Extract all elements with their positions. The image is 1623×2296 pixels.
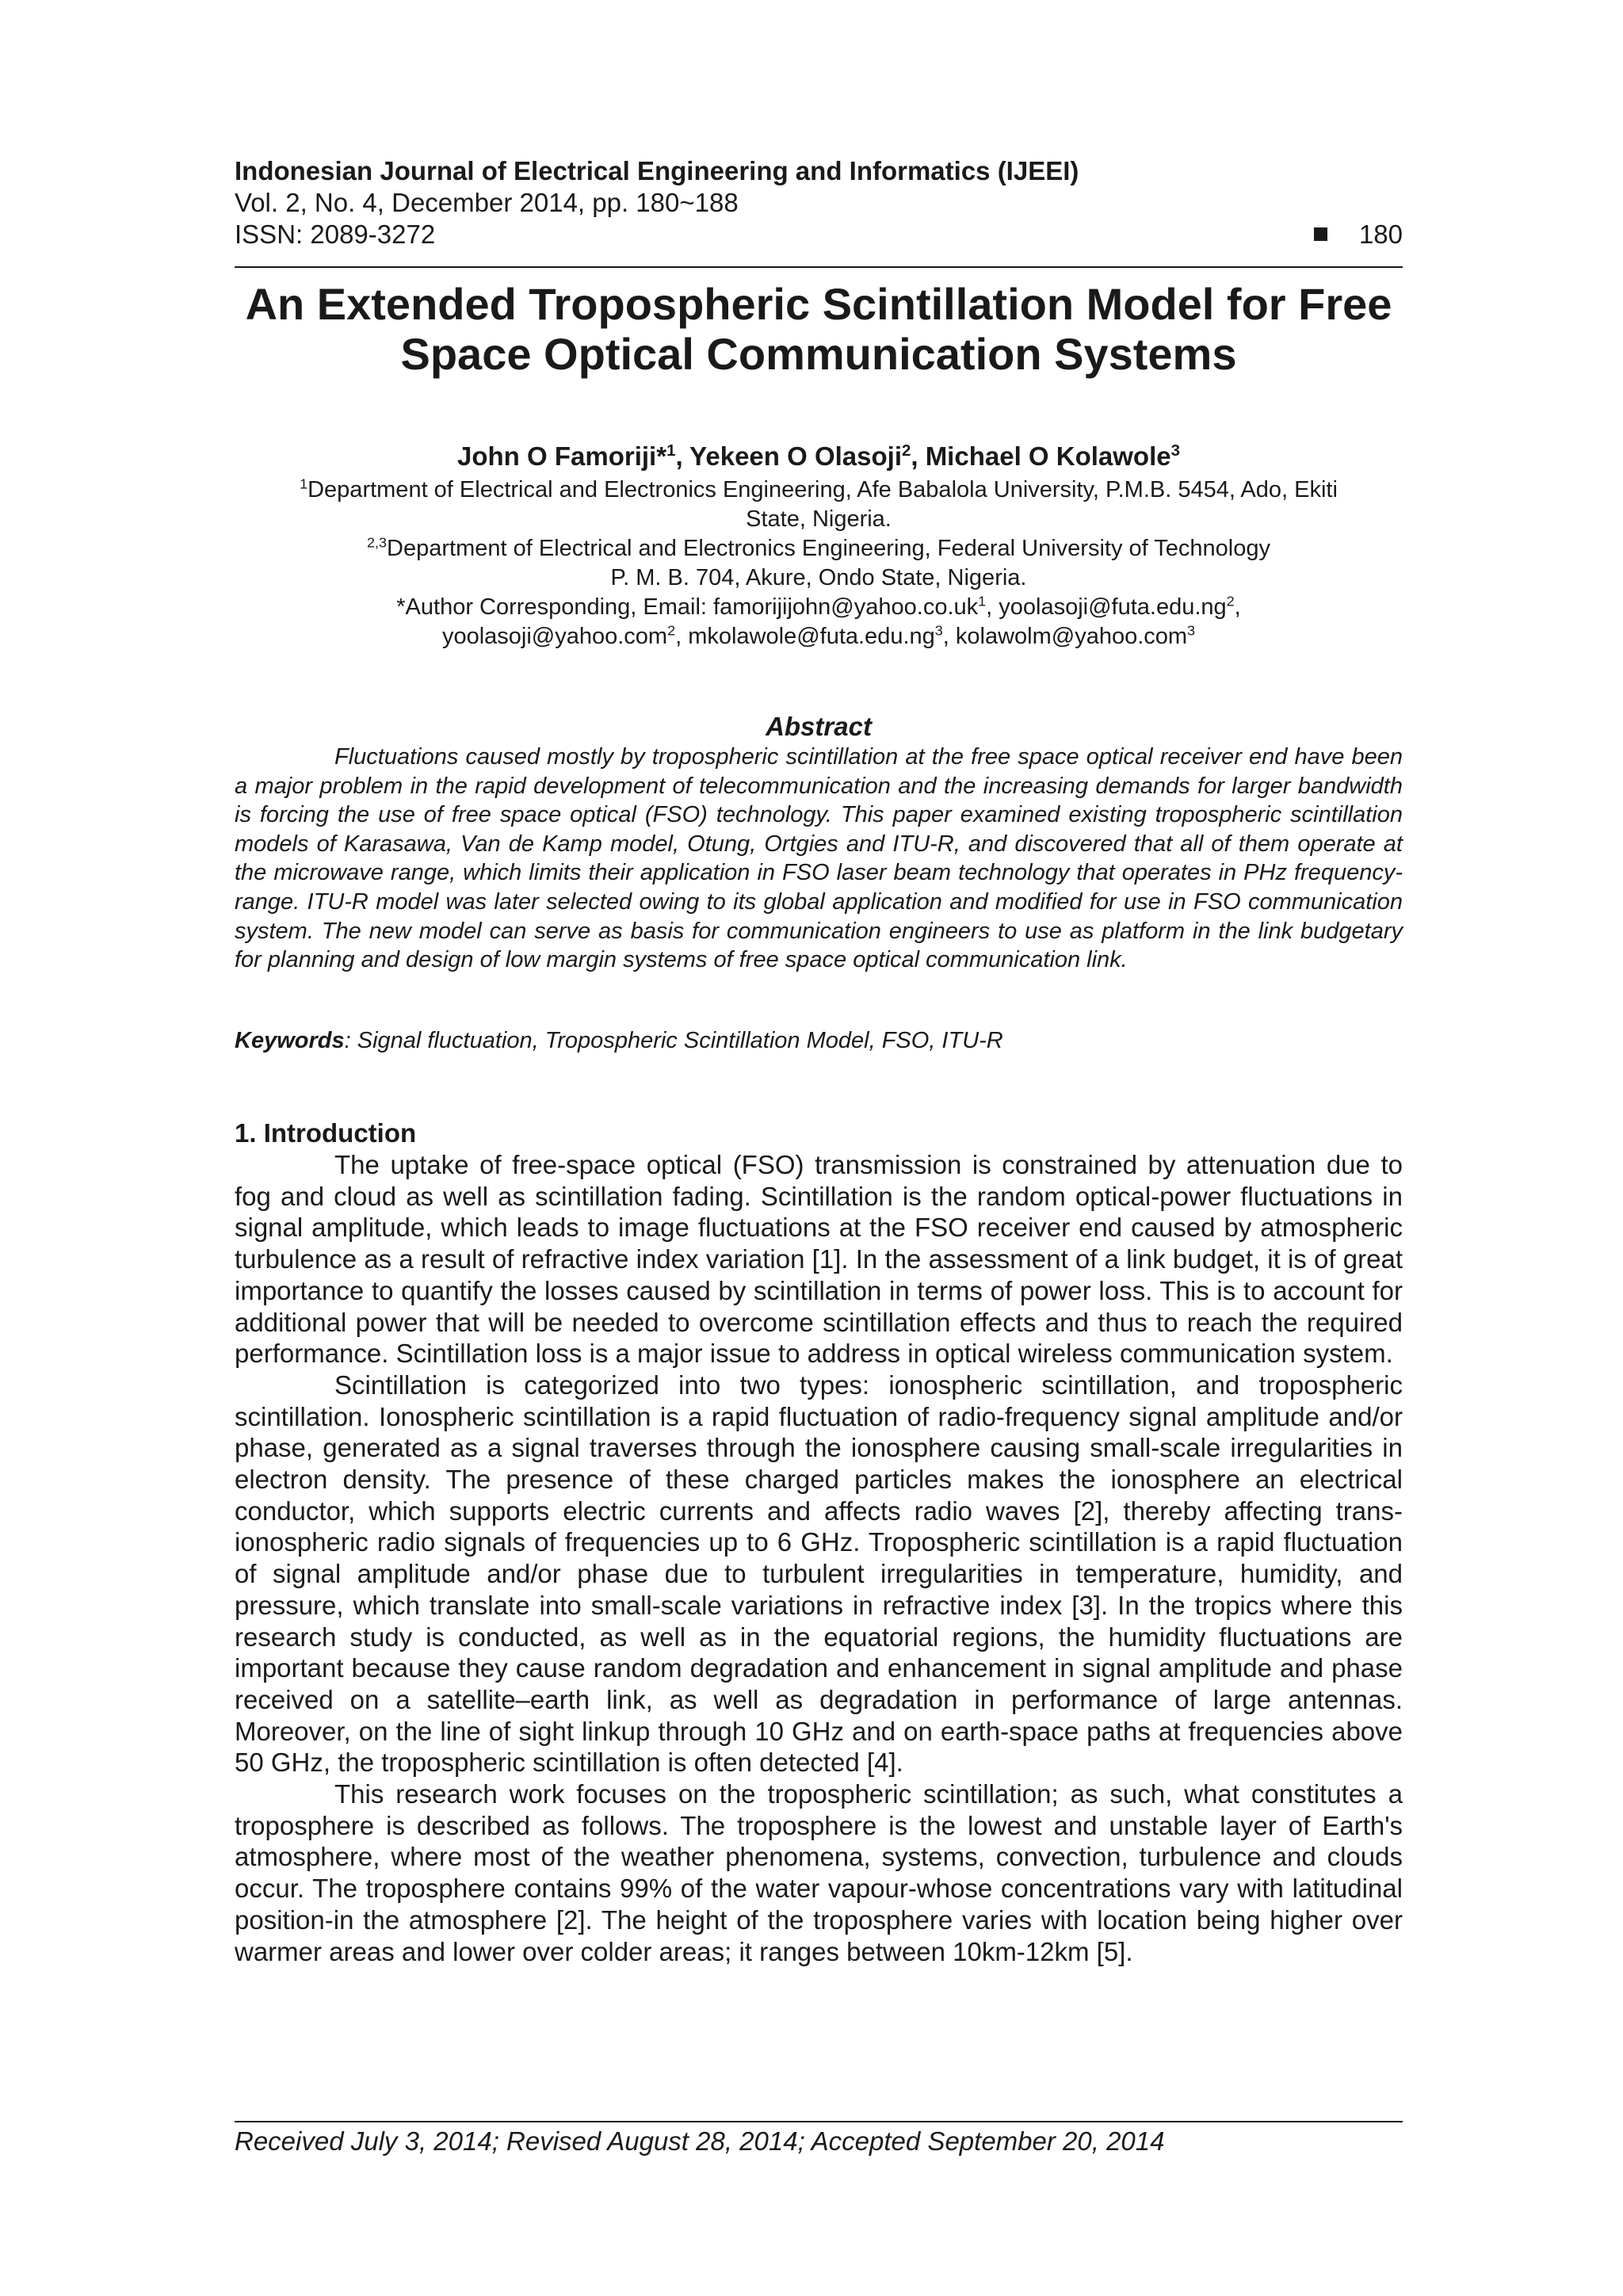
journal-issn: ISSN: 2089-3272 bbox=[235, 220, 436, 249]
title-line-2: Space Optical Communication Systems bbox=[400, 329, 1237, 379]
title-line-1: An Extended Tropospheric Scintillation Model for Free bbox=[245, 279, 1392, 329]
journal-volume: Vol. 2, No. 4, December 2014, pp. 180~188 bbox=[235, 188, 739, 217]
affiliation-2-text: Department of Electrical and Electronics Engineering, Federal University of Technology bbox=[387, 536, 1270, 561]
author-2: , Yekeen O Olasoji bbox=[675, 441, 902, 471]
affiliation-2-line-1 bbox=[235, 534, 1403, 563]
page-number-value: 180 bbox=[1358, 220, 1403, 249]
affiliations bbox=[235, 476, 1403, 651]
keywords-text: : Signal fluctuation, Tropospheric Scintillation Model, FSO, ITU-R bbox=[344, 1028, 1003, 1053]
email-5-sup: 3 bbox=[1187, 622, 1196, 639]
author-2-sup: 2 bbox=[901, 441, 911, 460]
paper-title bbox=[235, 279, 1403, 379]
square-bullet-icon bbox=[1314, 227, 1327, 241]
keywords bbox=[235, 1026, 1403, 1055]
affiliation-1-line-2: State, Nigeria. bbox=[746, 506, 892, 532]
author-1: John O Famoriji* bbox=[457, 441, 667, 471]
introduction-paragraph-3: This research work focuses on the tropospheric scintillation; as such, what constitutes a troposphere is described as follows. The troposphere is the lowest and unstable layer of Earth's atmosphere, where most of the weather phenomena, systems, convection, turbulence and clouds occur. The troposphere contains 99% of the water vapour-whose concentrations vary with latitudinal position-in the atmosphere [2]. The height of the troposphere varies with location being higher over warmer areas and lower over colder areas; it ranges between 10km-12km [5]. bbox=[235, 1779, 1403, 1966]
affiliation-1-text: Department of Electrical and Electronics Engineering, Afe Babalola University, P.M.B. 5454, Ado, Ekiti bbox=[307, 477, 1338, 502]
email-3: yoolasoji@yahoo.com bbox=[441, 624, 668, 649]
email-1: *Author Corresponding, Email: famorijijohn@yahoo.co.uk bbox=[396, 594, 979, 620]
affiliation-2-line-2: P. M. B. 704, Akure, Ondo State, Nigeria. bbox=[610, 565, 1027, 590]
email-line-2 bbox=[235, 622, 1403, 651]
journal-header bbox=[235, 155, 1403, 250]
footer-rule bbox=[235, 2121, 1403, 2122]
author-3-sup: 3 bbox=[1170, 441, 1180, 460]
header-rule bbox=[235, 266, 1403, 268]
email-2: , yoolasoji@futa.edu.ng bbox=[986, 594, 1227, 620]
email-line-1 bbox=[235, 593, 1403, 622]
introduction-paragraph-1: The uptake of free-space optical (FSO) transmission is constrained by attenuation due to fog and cloud as well as scintillation fading. Scintillation is the random optical-power fluctuations in signal amplitude, which leads to image fluctuations at the FSO receiver end caused by atmospheric turbulence as a result of refractive index variation [1]. In the assessment of a link budget, it is of great importance to quantify the losses caused by scintillation in terms of power loss. This is to account for additional power that will be needed to overcome scintillation effects and thus to reach the required performance. Scintillation loss is a major issue to address in optical wireless communication system. bbox=[235, 1150, 1403, 1369]
keywords-label: Keywords bbox=[235, 1028, 345, 1053]
abstract-text: Fluctuations caused mostly by tropospheric scintillation at the free space optical receiver end have been a major problem in the rapid development of telecommunication and the increasing demands for larger bandwidth is forcing the use of free space optical (FSO) technology. This paper examined existing tropospheric scintillation models of Karasawa, Van de Kamp model, Otung, Ortgies and ITU-R, and discovered that all of them operate at the microwave range, which limits their application in FSO laser beam technology that operates in PHz frequency-range. ITU-R model was later selected owing to its global application and modified for use in FSO communication system. The new model can serve as basis for communication engineers to use as platform in the link budgetary for planning and design of low margin systems of free space optical communication link. bbox=[235, 744, 1403, 973]
introduction-body bbox=[235, 1149, 1403, 1967]
email-1-sup: 1 bbox=[978, 593, 987, 609]
author-1-sup: 1 bbox=[666, 441, 676, 460]
email-4: , mkolawole@futa.edu.ng bbox=[675, 624, 935, 649]
author-3: , Michael O Kolawole bbox=[911, 441, 1171, 471]
journal-name: Indonesian Journal of Electrical Engineering and Informatics (IJEEI) bbox=[235, 156, 1079, 185]
introduction-paragraph-2: Scintillation is categorized into two types: ionospheric scintillation, and tropospheric scintillation. Ionospheric scintillation is a rapid fluctuation of radio-frequency signal amplitude and/or phase, generated as a signal traverses through the ionosphere causing small-scale irregularities in electron density. The presence of these charged particles makes the ionosphere an electrical conductor, which supports electric currents and affects radio waves [2], thereby affecting trans-ionospheric radio signals of frequencies up to 6 GHz. Tropospheric scintillation is a rapid fluctuation of signal amplitude and/or phase due to turbulent irregularities in temperature, humidity, and pressure, which translate into small-scale variations in refractive index [3]. In the tropics where this research study is conducted, as well as in the equatorial regions, the humidity fluctuations are important because they cause random degradation and enhancement in signal amplitude and phase received on a satellite–earth link, as well as degradation in performance of large antennas. Moreover, on the line of sight linkup through 10 GHz and on earth-space paths at frequencies above 50 GHz, the tropospheric scintillation is often detected [4]. bbox=[235, 1370, 1403, 1778]
affiliation-1-line-1 bbox=[235, 476, 1403, 505]
email-separator: , bbox=[1234, 594, 1241, 620]
affiliation-1-sup: 1 bbox=[300, 476, 308, 492]
received-dates: Received July 3, 2014; Revised August 28, 2014; Accepted September 20, 2014 bbox=[235, 2126, 1165, 2156]
abstract-heading: Abstract bbox=[766, 712, 872, 741]
author-list bbox=[235, 440, 1403, 473]
email-5: , kolawolm@yahoo.com bbox=[942, 624, 1188, 649]
email-2-sup: 2 bbox=[1226, 593, 1235, 609]
page-number bbox=[1314, 219, 1403, 250]
section-heading-introduction: 1. Introduction bbox=[235, 1118, 417, 1148]
email-4-sup: 3 bbox=[934, 622, 943, 639]
affiliation-2-sup: 2,3 bbox=[367, 534, 388, 551]
email-3-sup: 2 bbox=[667, 622, 676, 639]
